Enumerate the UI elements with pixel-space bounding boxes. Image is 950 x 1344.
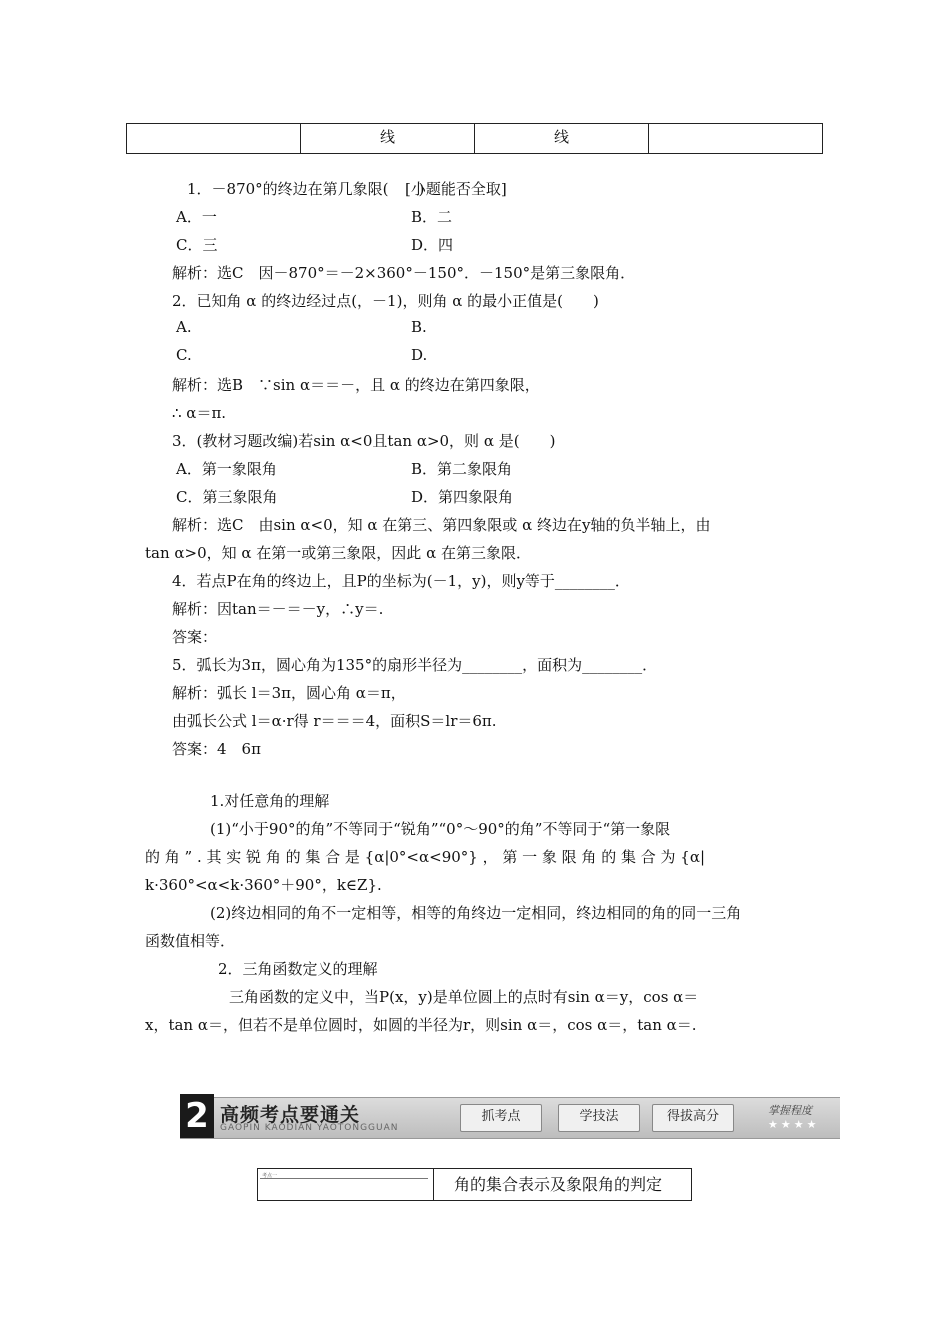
table-cell-1 (127, 124, 301, 153)
high-score-button[interactable]: 得拔高分 (652, 1104, 734, 1132)
option-left: C．第三象限角 (176, 488, 278, 506)
text-line: 3．(教材习题改编)若sin α<0且tan α>0，则 α 是( ) (172, 432, 556, 450)
text-line: k·360°<α<k·360°＋90°，k∈Z}. (145, 876, 382, 894)
text-line: 解析：选B ∵sin α＝＝－，且 α 的终边在第四象限， (172, 376, 540, 394)
option-left: C. (176, 346, 192, 364)
text-line: 的 角 ” . 其 实 锐 角 的 集 合 是 {α|0°<α<90°} ， 第 一 象 限 角 的 集 合 为 {α| (145, 848, 705, 866)
section-banner (180, 1097, 840, 1139)
topic-title: 角的集合表示及象限角的判定 (454, 1175, 663, 1194)
topic-tag: 考点一 (262, 1173, 278, 1179)
text-line: 2．已知角 α 的终边经过点(，－1)，则角 α 的最小正值是( ) (172, 292, 599, 310)
text-line: (1)“小于90°的角”不等同于“锐角”“0°～90°的角”不等同于“第一象限 (210, 820, 671, 838)
text-line: 1.对任意角的理解 (210, 792, 330, 810)
text-line: 由弧长公式 l＝α·r得 r＝＝＝4，面积S＝lr＝6π. (172, 712, 497, 730)
text-line: ∴ α＝π. (172, 404, 227, 422)
topic-label-cell (258, 1169, 434, 1200)
table-cell-2: 线 (301, 124, 475, 153)
option-right: D．第四象限角 (411, 488, 514, 506)
text-line: 2．三角函数定义的理解 (218, 960, 378, 978)
option-right: B. (411, 318, 427, 336)
option-right: D. (411, 346, 428, 364)
text-line: 解析：因tan＝－＝－y，∴y＝. (172, 600, 384, 618)
text-line: 答案： (172, 628, 218, 646)
text-line: 1．－870°的终边在第几象限( ) (172, 180, 425, 198)
text-line: x，tan α＝，但若不是单位圆时，如圆的半径为r，则sin α＝，cos α＝，tan α＝. (145, 1016, 697, 1034)
mastery-label: 掌握程度 (768, 1104, 812, 1117)
banner-title: 高频考点要通关 (220, 1104, 361, 1126)
text-line: 答案：4 6π (172, 740, 261, 758)
text-line: 三角函数的定义中，当P(x，y)是单位圆上的点时有sin α＝y，cos α＝ (229, 988, 699, 1006)
text-line: (2)终边相同的角不一定相等，相等的角终边一定相同，终边相同的角的同一三角 (210, 904, 742, 922)
option-right: B．第二象限角 (411, 460, 513, 478)
mastery-stars: ★★★★ (768, 1118, 820, 1131)
banner-number: 2 (180, 1094, 214, 1138)
learn-methods-button[interactable]: 学技法 (558, 1104, 640, 1132)
text-line: 解析：弧长 l＝3π，圆心角 α＝π， (172, 684, 406, 702)
text-line: 解析：选C 因－870°＝－2×360°－150°．－150°是第三象限角． (172, 264, 636, 282)
grasp-points-button[interactable]: 抓考点 (460, 1104, 542, 1132)
option-left: A．一 (176, 208, 217, 226)
option-left: A. (176, 318, 192, 336)
text-line: tan α>0，知 α 在第一或第三象限，因此 α 在第三象限． (145, 544, 531, 562)
top-table (126, 123, 823, 154)
option-right: B．二 (411, 208, 453, 226)
option-left: A．第一象限角 (176, 460, 277, 478)
table-cell-3: 线 (475, 124, 649, 153)
text-line: 4．若点P在角的终边上，且P的坐标为(－1，y)，则y等于________． (172, 572, 630, 590)
banner-subtitle: GAOPIN KAODIAN YAOTONGGUAN (220, 1123, 399, 1133)
text-line: 5．弧长为3π，圆心角为135°的扇形半径为________，面积为________． (172, 656, 658, 674)
text-line: 函数值相等． (145, 932, 236, 950)
section-heading: [小题能否全取] (405, 180, 507, 198)
table-cell-4 (649, 124, 822, 153)
topic-box (257, 1168, 692, 1201)
topic-rule (260, 1178, 428, 1179)
text-line: 解析：选C 由sin α<0，知 α 在第三、第四象限或 α 终边在y轴的负半轴上，由 (172, 516, 711, 534)
option-left: C．三 (176, 236, 218, 254)
option-right: D．四 (411, 236, 454, 254)
